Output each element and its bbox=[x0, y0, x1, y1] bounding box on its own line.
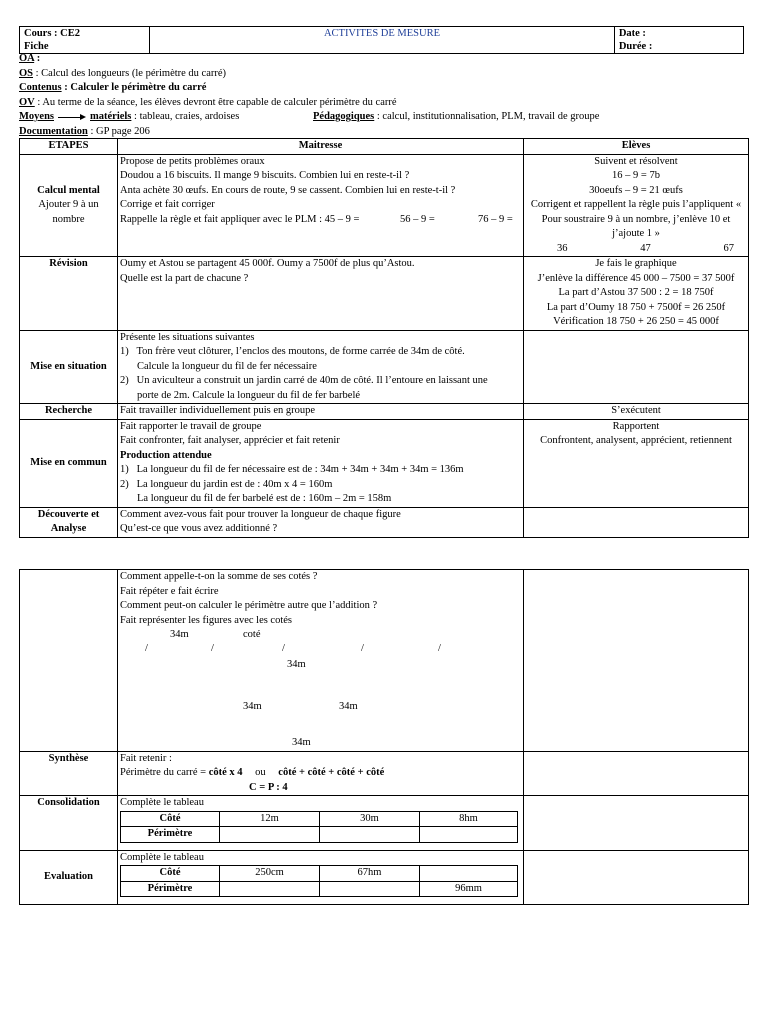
documentation-line bbox=[19, 125, 749, 140]
figure-label: 34m bbox=[339, 701, 358, 712]
text-line: Oumy et Astou se partagent 45 000f. Oumy a 7500f de plus qu’Astou. bbox=[120, 258, 415, 269]
list-number: 2) bbox=[120, 478, 129, 490]
maitresse-decouverte bbox=[118, 507, 524, 537]
formula-line bbox=[120, 766, 521, 781]
maitresse-evaluation bbox=[118, 850, 524, 905]
stage-recherche: Recherche bbox=[20, 404, 118, 420]
course-cell bbox=[20, 27, 150, 54]
numbered-line bbox=[120, 463, 521, 478]
pedagogiques-text: : calcul, institutionnalisation, PLM, travail de groupe bbox=[374, 111, 600, 122]
text-line: Propose de petits problèmes oraux bbox=[120, 155, 265, 167]
grid-cell bbox=[320, 881, 420, 897]
text-line: J’enlève la différence 45 000 – 7500 = 37 500f bbox=[537, 272, 735, 284]
text-line: Complète le tableau bbox=[120, 851, 204, 863]
grid-cell bbox=[220, 827, 320, 843]
oa-text: : bbox=[34, 53, 41, 64]
stage-mise-en-commun: Mise en commun bbox=[20, 419, 118, 507]
text-line: La longueur du fil de fer barbelé est de : 160m – 2m = 158m bbox=[137, 493, 392, 504]
moyens-line bbox=[19, 110, 749, 125]
text-line: Un aviculteur a construit un jardin carré de 40m de côté. Il l’entoure en laissant une bbox=[136, 375, 488, 386]
maitresse-mise-en-commun bbox=[118, 419, 524, 507]
eleves-mise-en-commun bbox=[524, 419, 749, 507]
stage-consolidation: Consolidation bbox=[20, 796, 118, 851]
grid-cell: 250cm bbox=[220, 866, 320, 882]
figure-slash: / bbox=[361, 643, 364, 654]
text-line: Doudou a 16 biscuits. Il mange 9 biscuits. Combien lui en reste-t-il ? bbox=[120, 170, 410, 181]
list-number: 1) bbox=[120, 346, 129, 357]
row-recherche bbox=[20, 404, 749, 420]
grid-cell bbox=[420, 866, 518, 882]
answer-value: 36 bbox=[557, 242, 568, 254]
eleves-calcul-mental bbox=[524, 154, 749, 257]
ov-label: OV bbox=[19, 96, 35, 108]
text-line: Présente les situations suivantes bbox=[120, 331, 255, 343]
grid-cell: 96mm bbox=[420, 881, 518, 897]
stage-decouverte: Découverte et Analyse bbox=[20, 507, 118, 537]
ov-line bbox=[19, 96, 749, 111]
row-mise-en-commun bbox=[20, 419, 749, 507]
oa-line bbox=[19, 52, 749, 67]
text-line: 76 – 9 = bbox=[478, 213, 513, 225]
grid-cell: Côté bbox=[121, 811, 220, 827]
table-row bbox=[121, 866, 518, 882]
stage-subtitle: Ajouter 9 à un nombre bbox=[38, 199, 99, 225]
stage-title: Calcul mental bbox=[37, 184, 100, 196]
text-line: Comment avez-vous fait pour trouver la longueur de chaque figure bbox=[120, 508, 401, 520]
numbered-line bbox=[120, 345, 521, 360]
text-line: Corrige et fait corriger bbox=[120, 199, 215, 210]
text-line: 16 – 9 = 7b bbox=[612, 170, 660, 181]
grid-cell bbox=[320, 827, 420, 843]
figure-label: 34m bbox=[243, 701, 262, 712]
row-continuation bbox=[20, 570, 749, 752]
lesson-table-1 bbox=[19, 138, 749, 538]
duree-label: Durée : bbox=[618, 41, 653, 52]
text-line: Confrontent, analysent, apprécient, retiennent bbox=[540, 435, 732, 446]
maitresse-consolidation bbox=[118, 796, 524, 851]
text-line: Je fais le graphique bbox=[595, 258, 677, 269]
formula: côté + côté + côté + côté bbox=[278, 767, 385, 778]
consolidation-grid bbox=[120, 811, 518, 843]
eleves-mise-en-situation bbox=[524, 330, 749, 404]
os-label: OS bbox=[19, 67, 34, 79]
text-line: Fait représenter les figures avec les cotés bbox=[120, 614, 293, 626]
formula: C = P : 4 bbox=[249, 781, 288, 793]
answer-value: 67 bbox=[723, 242, 734, 254]
text-line: ou bbox=[255, 767, 266, 778]
answer-value: 47 bbox=[640, 242, 651, 254]
grid-cell: Périmètre bbox=[121, 881, 220, 897]
text-line: La longueur du jardin est de : 40m x 4 = 160m bbox=[136, 478, 333, 490]
eleves-revision bbox=[524, 257, 749, 331]
col-header-maitresse: Maitresse bbox=[118, 139, 524, 155]
row-revision bbox=[20, 257, 749, 331]
maitresse-calcul-mental bbox=[118, 154, 524, 257]
table-row bbox=[121, 811, 518, 827]
figure-label: 34m bbox=[287, 659, 306, 670]
text-line: Fait répéter e fait écrire bbox=[120, 585, 219, 597]
grid-cell: 67hm bbox=[320, 866, 420, 882]
grid-cell: 12m bbox=[220, 811, 320, 827]
stage-synthese: Synthèse bbox=[20, 751, 118, 796]
figure-slash: / bbox=[282, 643, 285, 654]
text-line: 56 – 9 = bbox=[400, 213, 435, 225]
materiels-label: matériels bbox=[90, 111, 132, 122]
text-line: porte de 2m. Calcule la longueur du fil de fer barbelé bbox=[137, 389, 361, 401]
grid-cell: Côté bbox=[121, 866, 220, 882]
grid-cell bbox=[420, 827, 518, 843]
grid-cell bbox=[220, 881, 320, 897]
arrow-icon bbox=[58, 113, 86, 121]
text-line: Quelle est la part de chacune ? bbox=[120, 272, 249, 284]
materiels-text: : tableau, craies, ardoises bbox=[131, 111, 240, 122]
text-line: Fait rapporter le travail de groupe bbox=[120, 420, 262, 432]
text-line: Fait confronter, fait analyser, apprécier et fait retenir bbox=[120, 435, 340, 446]
text-line: 30oeufs – 9 = 21 œufs bbox=[589, 184, 683, 196]
row-decouverte bbox=[20, 507, 749, 537]
os-text: : Calcul des longueurs (le périmètre du carré) bbox=[33, 67, 227, 79]
documentation-label: Documentation bbox=[19, 125, 88, 137]
oa-label: OA bbox=[19, 53, 35, 64]
maitresse-synthese bbox=[118, 751, 524, 796]
row-mise-en-situation bbox=[20, 330, 749, 404]
figure-slash: / bbox=[438, 643, 441, 654]
row-synthese bbox=[20, 751, 749, 796]
text-line: Suivent et résolvent bbox=[594, 155, 678, 167]
text-line: Anta achète 30 œufs. En cours de route, 9 se cassent. Combien lui en reste-t-il ? bbox=[120, 184, 456, 196]
stage-evaluation: Evaluation bbox=[20, 850, 118, 905]
text-line: Production attendue bbox=[120, 449, 212, 461]
header-table bbox=[19, 26, 744, 54]
text-line: La part d’Astou 37 500 : 2 = 18 750f bbox=[558, 287, 714, 298]
eleves-recherche: S’exécutent bbox=[524, 404, 749, 420]
table-row bbox=[121, 827, 518, 843]
figure-slash: / bbox=[145, 643, 148, 654]
text-line: Ton frère veut clôturer, l’enclos des moutons, de forme carrée de 34m de côté. bbox=[136, 346, 465, 357]
grid-cell: 8hm bbox=[420, 811, 518, 827]
course-label: Cours : CE2 bbox=[24, 28, 81, 39]
grid-cell: 30m bbox=[320, 811, 420, 827]
grid-cell: Périmètre bbox=[121, 827, 220, 843]
eleves-evaluation bbox=[524, 850, 749, 905]
os-line bbox=[19, 67, 749, 82]
numbered-line bbox=[120, 478, 521, 493]
row-evaluation bbox=[20, 850, 749, 905]
moyens-label: Moyens bbox=[19, 111, 54, 122]
eleves-continuation bbox=[524, 570, 749, 752]
text-line: Fait retenir : bbox=[120, 752, 172, 764]
plm-line bbox=[120, 213, 521, 228]
stage-mise-en-situation: Mise en situation bbox=[20, 330, 118, 404]
text-line: Calcule la longueur du fil de fer nécessaire bbox=[137, 360, 317, 372]
row-calcul-mental bbox=[20, 154, 749, 257]
page-title: ACTIVITES DE MESURE bbox=[150, 27, 615, 54]
figure-label: coté bbox=[243, 629, 261, 640]
pedagogiques-label: Pédagogiques bbox=[313, 111, 375, 122]
contenus-text: : Calculer le périmètre du carré bbox=[61, 82, 207, 93]
lesson-meta bbox=[19, 52, 749, 139]
text-line: Qu’est-ce que vous avez additionné ? bbox=[120, 523, 278, 534]
maitresse-recherche: Fait travailler individuellement puis en groupe bbox=[118, 404, 524, 420]
formula: côté x 4 bbox=[208, 767, 243, 778]
ov-text: : Au terme de la séance, les élèves devront être capable de calculer périmètre du carré bbox=[34, 96, 397, 108]
contenus-label: Contenus bbox=[19, 82, 62, 93]
lesson-table-2 bbox=[19, 569, 749, 905]
answers-line bbox=[526, 242, 746, 257]
pedagogiques-group bbox=[313, 110, 599, 125]
eleves-decouverte bbox=[524, 507, 749, 537]
text-line: Corrigent et rappellent la règle puis l’appliquent « Pour soustraire 9 à un nombre, j’enlève 10 et j’ajoute 1 » bbox=[530, 199, 742, 239]
col-header-etapes: ETAPES bbox=[20, 139, 118, 155]
numbered-line bbox=[120, 374, 521, 389]
stage-continuation bbox=[20, 570, 118, 752]
text-line: Complète le tableau bbox=[120, 797, 204, 808]
date-cell bbox=[614, 27, 743, 54]
stage-calcul-mental bbox=[20, 154, 118, 257]
stage-revision: Révision bbox=[20, 257, 118, 331]
contenus-line bbox=[19, 81, 749, 96]
eleves-consolidation bbox=[524, 796, 749, 851]
table-header-row bbox=[20, 139, 749, 155]
text-line: Rappelle la règle et fait appliquer avec le PLM : 45 – 9 = bbox=[120, 213, 360, 225]
row-consolidation bbox=[20, 796, 749, 851]
text-line: Comment appelle-t-on la somme de ses cotés ? bbox=[120, 571, 318, 582]
text-line: Comment peut-on calculer le périmètre autre que l’addition ? bbox=[120, 600, 378, 611]
figure-label: 34m bbox=[170, 629, 189, 640]
eleves-synthese bbox=[524, 751, 749, 796]
list-number: 1) bbox=[120, 464, 129, 475]
maitresse-continuation bbox=[118, 570, 524, 752]
evaluation-grid bbox=[120, 865, 518, 897]
text-line: La part d’Oumy 18 750 + 7500f = 26 250f bbox=[546, 301, 726, 313]
maitresse-revision bbox=[118, 257, 524, 331]
text-line: Vérification 18 750 + 26 250 = 45 000f bbox=[553, 316, 719, 327]
figure-label: 34m bbox=[292, 737, 311, 748]
maitresse-mise-en-situation bbox=[118, 330, 524, 404]
list-number: 2) bbox=[120, 375, 129, 386]
text-line: La longueur du fil de fer nécessaire est de : 34m + 34m + 34m + 34m = 136m bbox=[136, 464, 464, 475]
figure-slash: / bbox=[211, 643, 214, 654]
text-line: Rapportent bbox=[612, 420, 660, 432]
fiche-label: Fiche bbox=[24, 41, 49, 52]
documentation-text: : GP page 206 bbox=[87, 125, 150, 137]
table-row bbox=[121, 881, 518, 897]
text-line: Périmètre du carré = bbox=[120, 767, 209, 778]
col-header-eleves: Elèves bbox=[524, 139, 749, 155]
date-label: Date : bbox=[618, 28, 646, 39]
square-figure-sketch bbox=[120, 628, 521, 736]
